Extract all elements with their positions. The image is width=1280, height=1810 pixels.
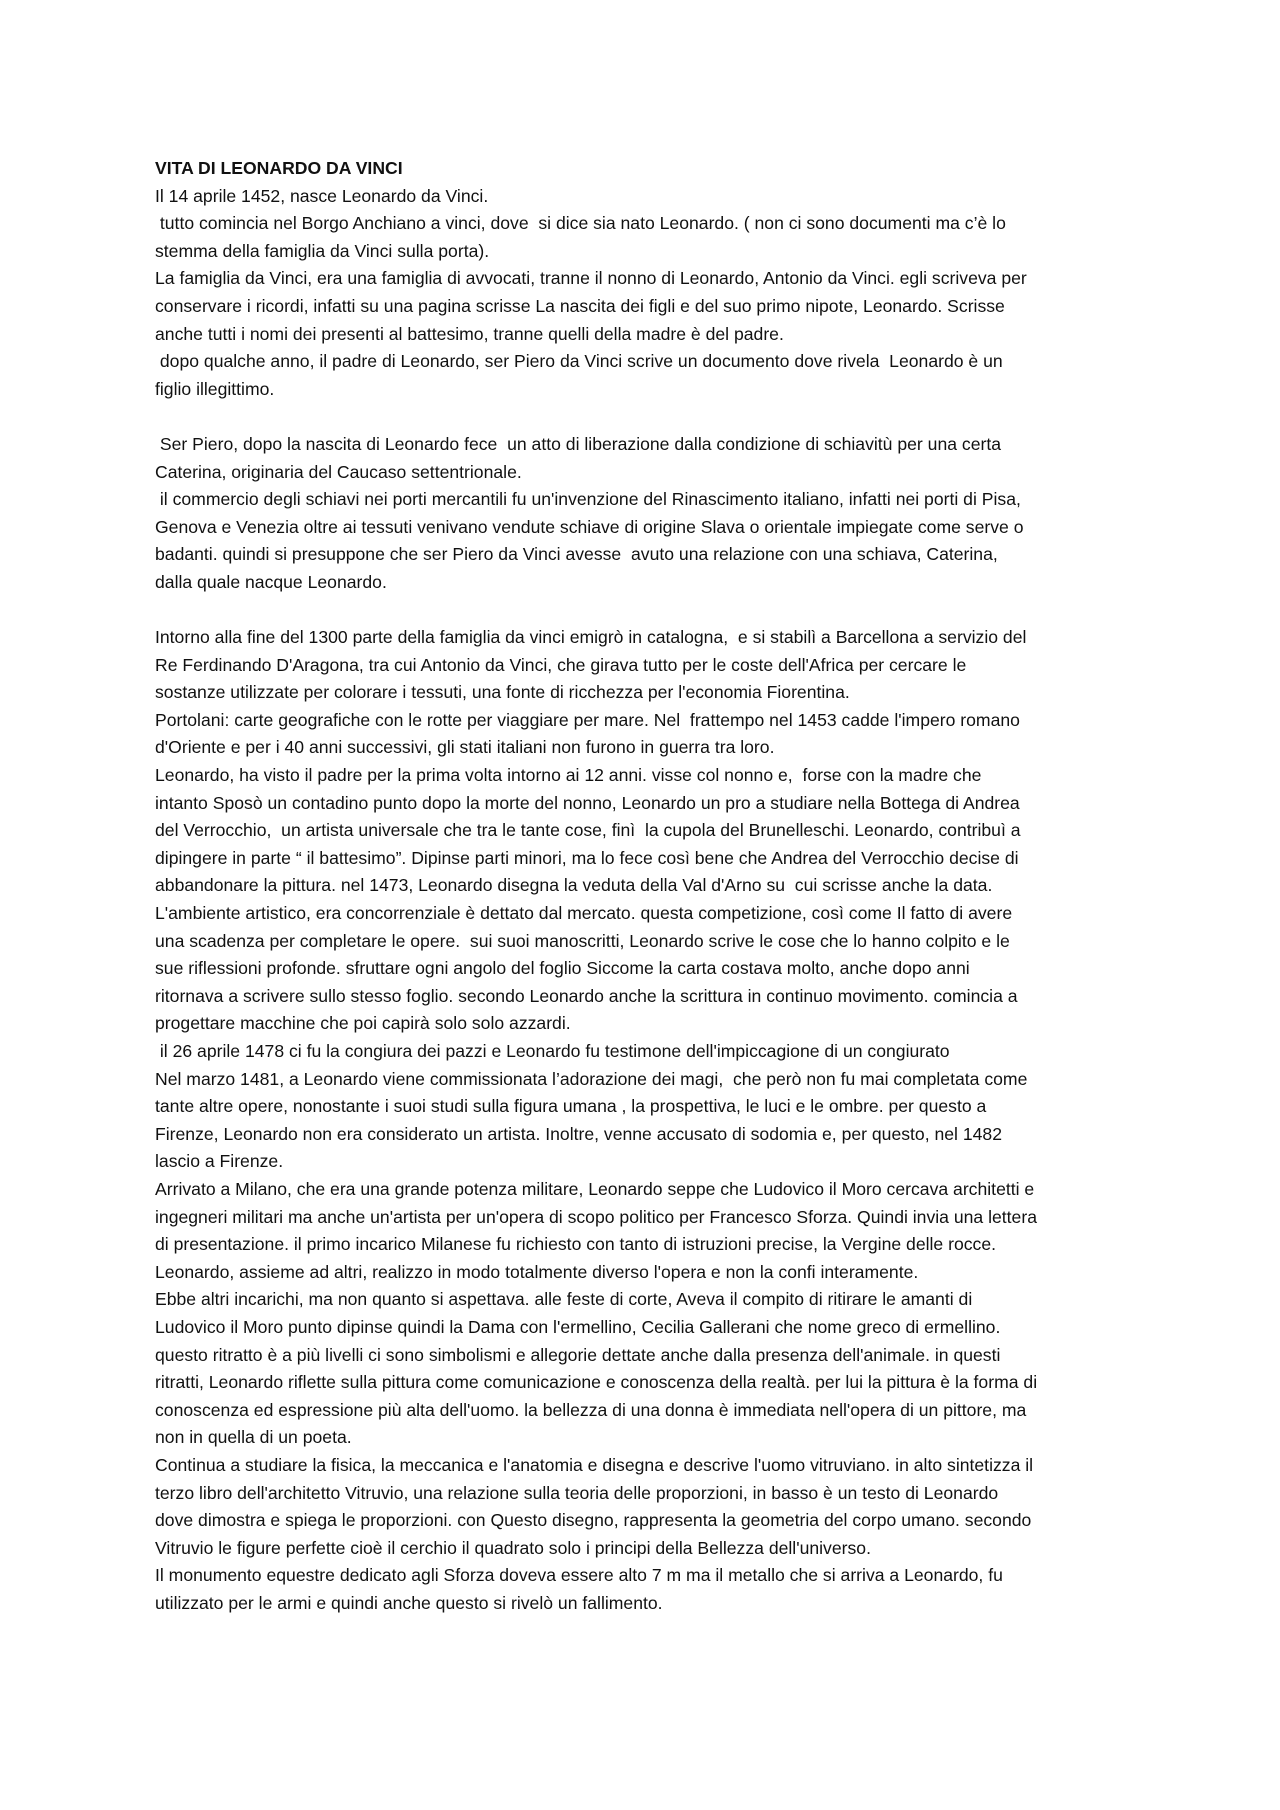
text-line: Il 14 aprile 1452, nasce Leonardo da Vinci.	[155, 185, 489, 206]
text-line: Arrivato a Milano, che era una grande potenza militare, Leonardo seppe che Ludovico il Moro cercava architetti e	[155, 1178, 1035, 1199]
text-line: progettare macchine che poi capirà solo solo azzardi.	[155, 1013, 571, 1034]
text-line: d'Oriente e per i 40 anni successivi, gli stati italiani non furono in guerra tra loro.	[155, 737, 775, 758]
text-line: Genova e Venezia oltre ai tessuti venivano vendute schiave di origine Slava o orientale impiegate come serve o	[155, 516, 1024, 537]
text-line: Leonardo, ha visto il padre per la prima volta intorno ai 12 anni. visse col nonno e, forse con la madre che	[155, 765, 982, 786]
text-line: tante altre opere, nonostante i suoi studi sulla figura umana , la prospettiva, le luci e le ombre. per questo a	[155, 1096, 987, 1117]
text-line: Il monumento equestre dedicato agli Sforza doveva essere alto 7 m ma il metallo che si arriva a Leonardo, fu	[155, 1565, 1003, 1586]
document-body	[155, 183, 1145, 1618]
blank-line	[155, 597, 1145, 625]
text-line: utilizzato per le armi e quindi anche questo si rivelò un fallimento.	[155, 1592, 663, 1613]
text-line: Portolani: carte geografiche con le rotte per viaggiare per mare. Nel frattempo nel 1453 cadde l'impero romano	[155, 709, 1020, 730]
text-line: dopo qualche anno, il padre di Leonardo, ser Piero da Vinci scrive un documento dove rivela Leonardo è un	[155, 351, 1003, 372]
text-line: figlio illegittimo.	[155, 378, 275, 399]
text-line: dipingere in parte “ il battesimo”. Dipinse parti minori, ma lo fece così bene che Andrea del Verrocchio decise di	[155, 847, 1019, 868]
text-line: il commercio degli schiavi nei porti mercantili fu un'invenzione del Rinascimento italiano, infatti nei porti di Pisa,	[155, 489, 1021, 510]
blank-line	[155, 403, 1145, 431]
text-line: sostanze utilizzate per colorare i tessuti, una fonte di ricchezza per l'economia Fiorentina.	[155, 682, 850, 703]
text-line: conservare i ricordi, infatti su una pagina scrisse La nascita dei figli e del suo primo nipote, Leonardo. Scrisse	[155, 295, 1005, 316]
text-line: stemma della famiglia da Vinci sulla porta).	[155, 240, 490, 261]
text-line: Ebbe altri incarichi, ma non quanto si aspettava. alle feste di corte, Aveva il compito di ritirare le amanti di	[155, 1289, 973, 1310]
text-line: lascio a Firenze.	[155, 1151, 284, 1172]
text-line: L'ambiente artistico, era concorrenziale è dettato dal mercato. questa competizione, così come Il fatto di avere	[155, 903, 1013, 924]
text-line: Firenze, Leonardo non era considerato un artista. Inoltre, venne accusato di sodomia e, per questo, nel 1482	[155, 1123, 1002, 1144]
text-line: conoscenza ed espressione più alta dell'uomo. la bellezza di una donna è immediata nell'opera di un pittore, ma	[155, 1399, 1027, 1420]
text-line: non in quella di un poeta.	[155, 1427, 352, 1448]
text-line: anche tutti i nomi dei presenti al battesimo, tranne quelli della madre è del padre.	[155, 323, 784, 344]
text-line: dalla quale nacque Leonardo.	[155, 571, 387, 592]
text-line: Ludovico il Moro punto dipinse quindi la Dama con l'ermellino, Cecilia Gallerani che nome greco di ermellino.	[155, 1316, 1001, 1337]
document-title: VITA DI LEONARDO DA VINCI	[155, 158, 403, 178]
text-line: di presentazione. il primo incarico Milanese fu richiesto con tanto di istruzioni precise, la Vergine delle rocce.	[155, 1234, 997, 1255]
text-line: del Verrocchio, un artista universale che tra le tante cose, finì la cupola del Brunelleschi. Leonardo, contribuì a	[155, 820, 1021, 841]
text-line: questo ritratto è a più livelli ci sono simbolismi e allegorie dettate anche dalla presenza dell'animale. in questi	[155, 1344, 1001, 1365]
text-line: ingegneri militari ma anche un'artista per un'opera di scopo politico per Francesco Sforza. Quindi invia una lettera	[155, 1206, 1037, 1227]
text-line: dove dimostra e spiega le proporzioni. con Questo disegno, rappresenta la geometria del corpo umano. secondo	[155, 1510, 1032, 1531]
text-line: terzo libro dell'architetto Vitruvio, una relazione sulla teoria delle proporzioni, in basso è un testo di Leonardo	[155, 1482, 999, 1503]
text-line: sue riflessioni profonde. sfruttare ogni angolo del foglio Siccome la carta costava molto, anche dopo anni	[155, 958, 970, 979]
text-line: Nel marzo 1481, a Leonardo viene commissionata l’adorazione dei magi, che però non fu mai completata come	[155, 1068, 1028, 1089]
text-line: tutto comincia nel Borgo Anchiano a vinci, dove si dice sia nato Leonardo. ( non ci sono documenti ma c’è lo	[155, 213, 1006, 234]
text-line: Leonardo, assieme ad altri, realizzo in modo totalmente diverso l'opera e non la confi interamente.	[155, 1261, 919, 1282]
text-line: il 26 aprile 1478 ci fu la congiura dei pazzi e Leonardo fu testimone dell'impiccagione di un congiurato	[155, 1041, 950, 1061]
text-line: ritratti, Leonardo riflette sulla pittura come comunicazione e conoscenza della realtà. per lui la pittura è la forma di	[155, 1372, 1038, 1393]
text-line: ritornava a scrivere sullo stesso foglio. secondo Leonardo anche la scrittura in continuo movimento. comincia a	[155, 985, 1018, 1006]
text-line: intanto Sposò un contadino punto dopo la morte del nonno, Leonardo un pro a studiare nella Bottega di Andrea	[155, 792, 1020, 813]
text-line: una scadenza per completare le opere. sui suoi manoscritti, Leonardo scrive le cose che lo hanno colpito e le	[155, 930, 1010, 951]
text-line: Intorno alla fine del 1300 parte della famiglia da vinci emigrò in catalogna, e si stabilì a Barcellona a servizio del	[155, 627, 1027, 648]
text-line: Re Ferdinando D'Aragona, tra cui Antonio da Vinci, che girava tutto per le coste dell'Africa per cercare le	[155, 654, 967, 675]
text-line: abbandonare la pittura. nel 1473, Leonardo disegna la veduta della Val d'Arno su cui scrisse anche la data.	[155, 875, 993, 896]
text-line: Vitruvio le figure perfette cioè il cerchio il quadrato solo i principi della Bellezza dell'universo.	[155, 1537, 871, 1558]
text-line: Ser Piero, dopo la nascita di Leonardo fece un atto di liberazione dalla condizione di schiavitù per una certa	[155, 433, 1002, 454]
text-line: La famiglia da Vinci, era una famiglia di avvocati, tranne il nonno di Leonardo, Antonio da Vinci. egli scriveva per	[155, 268, 1027, 289]
text-line: badanti. quindi si presuppone che ser Piero da Vinci avesse avuto una relazione con una schiava, Caterina,	[155, 544, 998, 565]
text-line: Caterina, originaria del Caucaso settentrionale.	[155, 461, 522, 482]
text-line: Continua a studiare la fisica, la meccanica e l'anatomia e disegna e descrive l'uomo vitruviano. in alto sintetizza il	[155, 1454, 1034, 1475]
document-page	[155, 155, 1145, 1617]
